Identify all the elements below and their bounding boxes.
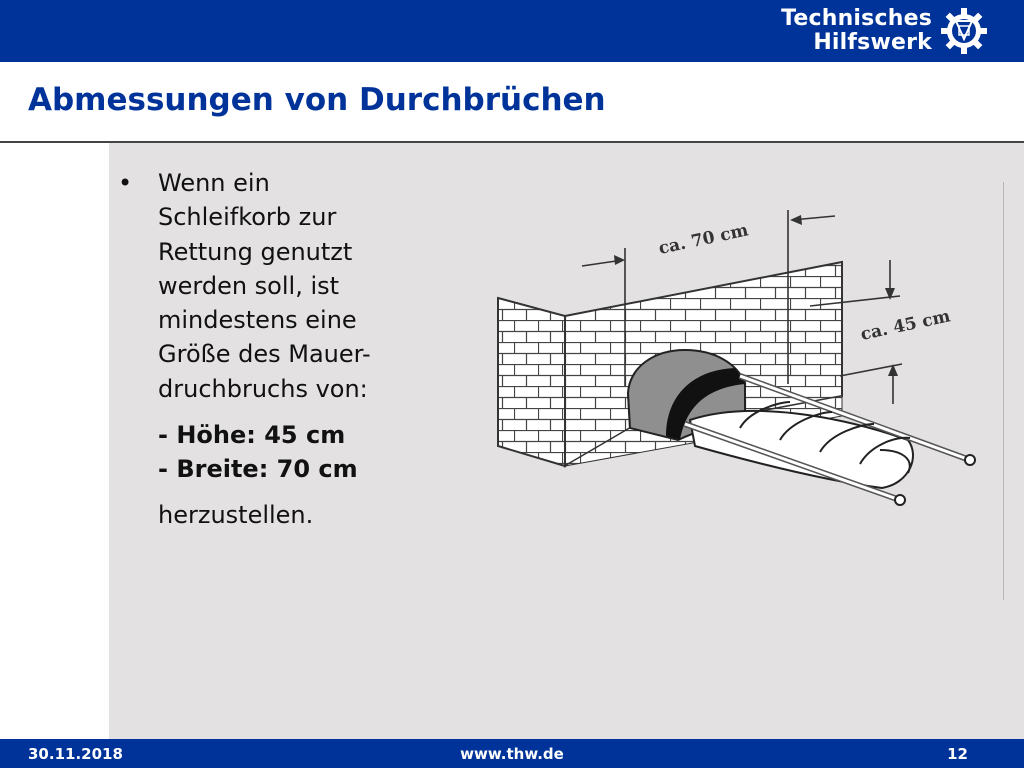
logo-line-2: Hilfswerk — [813, 30, 932, 55]
bullet-line: Wenn ein — [158, 169, 270, 197]
width-requirement: - Breite: 70 cm — [158, 455, 358, 484]
wall-breakthrough-illustration — [490, 188, 1010, 518]
bullet-line: werden soll, ist — [158, 271, 340, 300]
bullet-line: Größe des Mauer- — [158, 340, 371, 369]
page-title: Abmessungen von Durchbrüchen — [28, 82, 606, 118]
bullet-line: Rettung genutzt — [158, 237, 353, 266]
thw-gear-emblem-icon — [940, 7, 988, 55]
dimension-requirements — [158, 418, 438, 486]
thw-logo — [781, 4, 988, 58]
footer-bar — [0, 739, 1024, 768]
footer-url: www.thw.de — [460, 745, 564, 763]
height-label: ca. 45 cm — [858, 306, 953, 345]
logo-line-1: Technisches — [781, 6, 932, 31]
bullet-paragraph — [158, 166, 371, 406]
footer-date: 30.11.2018 — [28, 745, 123, 763]
bullet-line: Schleifkorb zur — [158, 203, 337, 232]
bullet-item — [118, 166, 438, 406]
closing-text: herzustellen. — [158, 501, 314, 530]
bullet-line: druchbruchs von: — [158, 374, 368, 403]
bullet-line: mindestens eine — [158, 306, 357, 335]
top-bar — [0, 0, 1024, 62]
width-label: ca. 70 cm — [656, 220, 751, 259]
bullet-text-block — [118, 166, 438, 532]
height-requirement: - Höhe: 45 cm — [158, 421, 346, 450]
bullet-dot: • — [118, 169, 133, 197]
side-wall — [498, 298, 565, 466]
page-number: 12 — [947, 745, 968, 763]
logo-text — [781, 7, 932, 55]
